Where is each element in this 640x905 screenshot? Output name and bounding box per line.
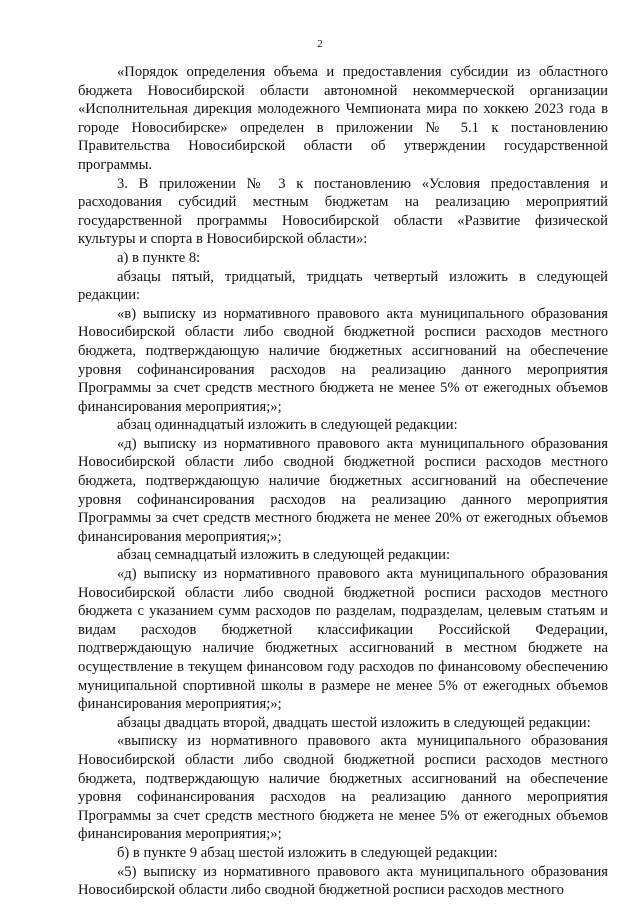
paragraph: а) в пункте 8: xyxy=(117,249,201,266)
page-number: 2 xyxy=(317,38,323,50)
paragraph: «д) выписку из нормативного правового акта муниципального образования Новосибирской области либо сводной бюджетной росписи расходов местного бюджета, подтверждающую наличие бюджетных ассигнований на обеспечение уровня софинансирования расходов на реализацию данного мероприятия Программы за счет средств местного бюджета не менее 20% от ежегодных объемов финансирования мероприятия;»; xyxy=(78,435,608,545)
paragraph: «выписку из нормативного правового акта муниципального образования Новосибирской области либо сводной бюджетной росписи расходов местного бюджета, подтверждающую наличие бюджетных ассигнований на обеспечение уровня софинансирования расходов на реализацию данного мероприятия Программы за счет средств местного бюджета не менее 5% от ежегодных объемов финансирования мероприятия;»; xyxy=(78,733,608,843)
paragraph: абзацы пятый, тридцатый, тридцать четвертый изложить в следующей редакции: xyxy=(78,268,608,304)
paragraph: «5) выписку из нормативного правового акта муниципального образования Новосибирской области либо сводной бюджетной росписи расходов местного xyxy=(78,863,608,899)
paragraph: абзац семнадцатый изложить в следующей редакции: xyxy=(117,547,451,564)
paragraph: абзацы двадцать второй, двадцать шестой изложить в следующей редакции: xyxy=(117,714,591,731)
paragraph: б) в пункте 9 абзац шестой изложить в следующей редакции: xyxy=(117,844,498,861)
paragraph: абзац одиннадцатый изложить в следующей редакции: xyxy=(117,417,458,434)
paragraph: «в) выписку из нормативного правового акта муниципального образования Новосибирской области либо сводной бюджетной росписи расходов местного бюджета, подтверждающую наличие бюджетных ассигнований на обеспечение уровня софинансирования расходов на реализацию данного мероприятия Программы за счет средств местного бюджета не менее 5% от ежегодных объемов финансирования мероприятия;»; xyxy=(78,305,608,415)
paragraph: «Порядок определения объема и предоставления субсидии из областного бюджета Новосибирской области автономной некоммерческой организации «Исполнительная дирекция молодежного Чемпионата мира по хоккею 2023 года в городе Новосибирске» определен в приложении № 5.1 к постановлению Правительства Новосибирской области об утверждении государственной программы. xyxy=(78,64,608,173)
paragraph: «д) выписку из нормативного правового акта муниципального образования Новосибирской области либо сводной бюджетной росписи расходов местного бюджета с указанием сумм расходов по разделам, подразделам, целевым статьям и видам расходов бюджетной классификации Российской Федерации, подтверждающую наличие бюджетных ассигнований в местном бюджете на осуществление в текущем финансовом году расходов по финансовому обеспечению муниципальной спортивной школы в размере не менее 5% от ежегодных объемов финансирования мероприятия;»; xyxy=(78,566,608,713)
document-body xyxy=(78,63,608,900)
paragraph: 3. В приложении № 3 к постановлению «Условия предоставления и расходования субсидий местным бюджетам на реализацию мероприятий государственной программы Новосибирской области «Развитие физической культуры и спорта в Новосибирской области»: xyxy=(78,175,608,248)
